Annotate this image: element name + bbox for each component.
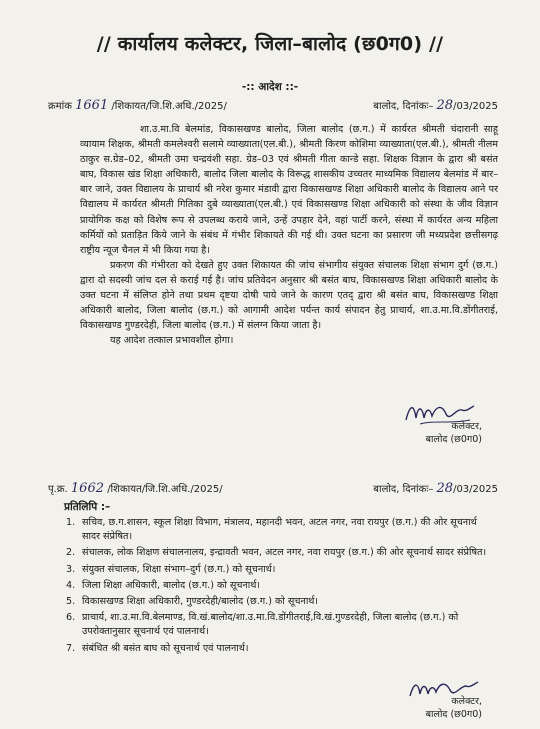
collector-signature-block-2: कलेक्टर, बालोद (छ0ग0) — [425, 696, 482, 720]
effective-paragraph: यह आदेश तत्काल प्रभावशील होगा। — [110, 335, 234, 347]
list-item: 5. विकासखण्ड शिक्षा अधिकारी, गुण्डरदेही/बालोद (छ.ग.) को सूचनार्थ। — [66, 596, 319, 608]
list-item: 2. संचालक, लोक शिक्षण संचालनालय, इन्द्रावती भवन, अटल नगर, नवा रायपुर (छ.ग.) की ओर सूचनार्थ सादर संप्रेषित। — [66, 547, 487, 559]
handwritten-copy-number: 1662 — [70, 481, 104, 496]
copy-to-label: प्रतिलिपि :– — [64, 501, 111, 513]
handwritten-copy-day: 28 — [436, 481, 454, 496]
list-item: 1. सचिव, छ.ग.शासन, स्कूल शिक्षा विभाग, मंत्रालय, महानदी भवन, अटल नगर, नवा रायपुर (छ.ग.) की ओर सूचनार्थ सादर संप्रेषित। — [66, 517, 477, 543]
action-paragraph: प्रकरण की गंभीरता को देखते हुए उक्त शिकायत की जांच संभागीय संयुक्त संचालक शिक्षा संभाग दुर्ग (छ.ग.) द्वारा दो सदस्यी जांच दल से कराई गई है। जांच प्रतिवेदन अनुसार श्री बसंत बाघ, विकासखण्ड शिक्षा अधिकारी बालोद के उक्त घटना में संलिप्त होने तथा प्रथम दृष्टया दोषी पाये जाने के कारण एतद् द्वारा श्री बसंत बाघ, विकासखण्ड शिक्षा अधिकारी बालोद, जिला बालोद (छ.ग.) को आगामी आदेश पर्यन्त कार्य संपादन हेतु प्राचार्य, शा.उ.मा.वि.डोंगीतराई, विकासखण्ड गुण्डरदेही, जिला बालोद (छ.ग.) में संलग्न किया जाता है। — [80, 259, 498, 332]
order-place-date: बालोद, दिनांकः– 28/03/2025 — [373, 98, 498, 113]
order-heading: -:: आदेश ::- — [241, 81, 299, 93]
order-body — [80, 122, 498, 348]
list-item: 7. संबंधित श्री बसंत बाघ को सूचनार्थ एवं पालनार्थ। — [66, 642, 249, 654]
handwritten-day: 28 — [436, 98, 454, 113]
handwritten-order-number: 1661 — [75, 98, 109, 113]
office-title: // कार्यालय कलेक्टर, जिला–बालोद (छ0ग0) // — [96, 33, 444, 55]
complaint-paragraph: शा.उ.मा.वि बेलमांड, विकासखण्ड बालोद, जिला बालोद (छ.ग.) में कार्यरत श्रीमती चंदारानी साहू व्यायाम शिक्षक, श्रीमती कमलेश्वरी सलामे व्याख्याता(एल.बी.), श्रीमती किरण कोशिमा व्याख्याता(एल.बी.), श्रीमती नीलम ठाकुर स.ग्रेड–02, श्रीमती उमा चन्द्रवंशी सहा. ग्रेड–03 एवं श्रीमती गीता कान्डे सहा. शिक्षक विज्ञान के द्वारा श्री बसंत बाघ, विकास खंड शिक्षा अधिकारी, बालोद जिला बालोद के विरूद्ध शासकीय उच्चतर माध्यमिक विद्यालय बेलमांड में बार–बार जाने, उक्त विद्यालय के प्राचार्य श्री नरेश कुमार मंडावी द्वारा विकासखण्ड शिक्षा अधिकारी बालोद के विद्यालय आने पर विद्यालय में कार्यरत श्रीमती गितिका दुबे व्याख्याता(एल.बी.) एवं विकासखण्ड शिक्षा अधिकारी को संस्था के जीव विज्ञान प्रायोगिक कक्ष को विशेष रूप से उपलब्ध कराये जाने, उन्हें उपहार देने, वहां पार्टी करने, संस्था में कार्यरत अन्य महिला कर्मियों को प्रताड़ित किये जाने के संबंध में गंभीर शिकायते की गई थी। उक्त घटना का प्रसारण जी मध्यप्रदेश छत्तीसगढ़ राष्ट्रीय न्यूज चैनल में भी किया गया है। — [80, 124, 498, 256]
list-item: 6. प्राचार्य, शा.उ.मा.वि.बेलमाण्ड, वि.खं.बालोद/शा.उ.मा.वि.डोंगीतराई,वि.खं.गुण्डरदेही, जिला बालोद (छ.ग.) को उपरोक्तानुसार सूचनार्थ एवं पालनार्थ। — [66, 612, 459, 638]
list-item: 4. जिला शिक्षा अधिकारी, बालोद (छ.ग.) को सूचनार्थ। — [66, 579, 261, 591]
list-item: 3. संयुक्त संचालक, शिक्षा संभाग–दुर्ग (छ.ग.) को सूचनार्थ। — [66, 563, 276, 575]
order-number: क्रमांक 1661 /शिकायत/जि.शि.अधि./2025/ — [48, 98, 227, 113]
copy-place-date: बालोद, दिनांकः– 28/03/2025 — [373, 481, 498, 496]
copy-number: पृ.क्र. 1662 /शिकायत/जि.शि.अधि./2025/ — [48, 481, 223, 496]
copy-to-list — [64, 516, 496, 658]
collector-signature-block: कलेक्टर, बालोद (छ0ग0) — [425, 421, 482, 445]
